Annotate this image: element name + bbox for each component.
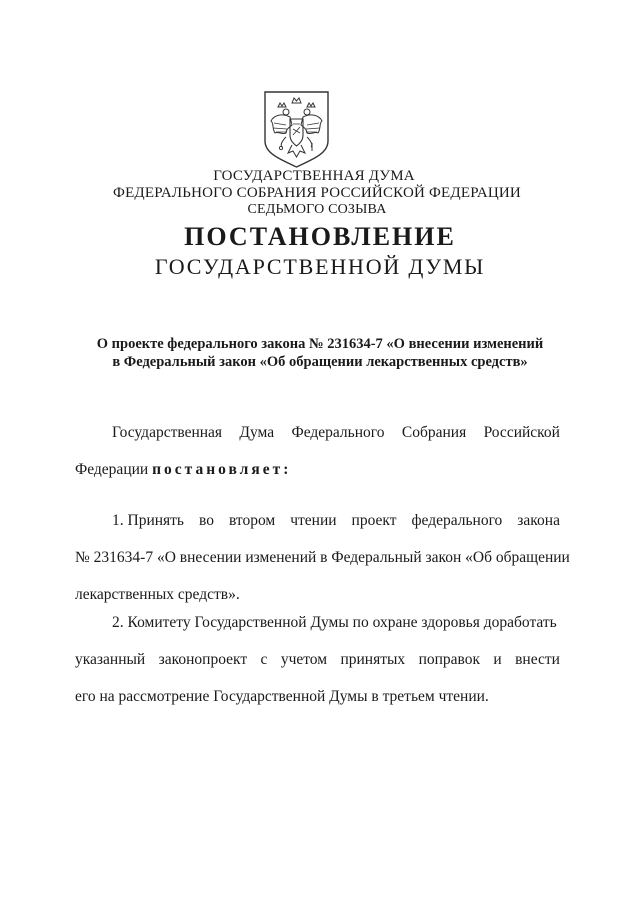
word: втором	[228, 512, 276, 529]
word: Государственная	[112, 424, 223, 441]
word: законопроект	[158, 651, 248, 668]
item-1-line-2: № 231634-7 «О внесении изменений в Федеральный закон «Об обращении	[75, 549, 570, 566]
word: Российской	[483, 424, 560, 441]
word: и	[493, 651, 502, 668]
item-1-line-3: лекарственных средств».	[75, 586, 240, 603]
intro-federation-word: Федерации	[75, 461, 149, 478]
subject-line-1: О проекте федерального закона № 231634-7 «О внесении изменений	[96, 336, 544, 352]
decree-word: постановляет:	[152, 461, 292, 478]
word: указанный	[75, 651, 146, 668]
intro-line-2	[75, 461, 560, 479]
word: Федерального	[291, 424, 385, 441]
word: учетом	[280, 651, 328, 668]
word: принятых	[340, 651, 406, 668]
word: закона	[517, 512, 560, 529]
word: 1. Принять	[112, 512, 185, 529]
word: проект	[351, 512, 397, 529]
item-2-line-3: его на рассмотрение Государственной Думы в третьем чтении.	[75, 688, 489, 705]
header-line-duma: ГОСУДАРСТВЕННАЯ ДУМА	[213, 168, 415, 184]
word: внести	[515, 651, 560, 668]
word: чтении	[290, 512, 337, 529]
header-line-federal-assembly: ФЕДЕРАЛЬНОГО СОБРАНИЯ РОССИЙСКОЙ ФЕДЕРАЦИИ	[113, 185, 521, 201]
item-2-line-2	[75, 651, 560, 669]
word: Собрания	[401, 424, 467, 441]
word: во	[199, 512, 214, 529]
item-1-line-1	[75, 512, 560, 530]
document-subject	[0, 335, 640, 371]
intro-line-1	[75, 424, 560, 442]
header-line-convocation: СЕДЬМОГО СОЗЫВА	[247, 202, 387, 217]
document-subtitle: ГОСУДАРСТВЕННОЙ ДУМЫ	[154, 254, 486, 279]
word: с	[260, 651, 268, 668]
document-title: ПОСТАНОВЛЕНИЕ	[184, 222, 456, 251]
item-2-line-1-text: 2. Комитету Государственной Думы по охране здоровья доработать	[112, 614, 557, 631]
subject-line-2: в Федеральный закон «Об обращении лекарственных средств»	[112, 354, 528, 370]
word: Дума	[239, 424, 275, 441]
item-2-line-1	[75, 614, 560, 632]
coat-of-arms-emblem-icon	[262, 89, 331, 169]
word: федерального	[411, 512, 503, 529]
word: поправок	[418, 651, 481, 668]
